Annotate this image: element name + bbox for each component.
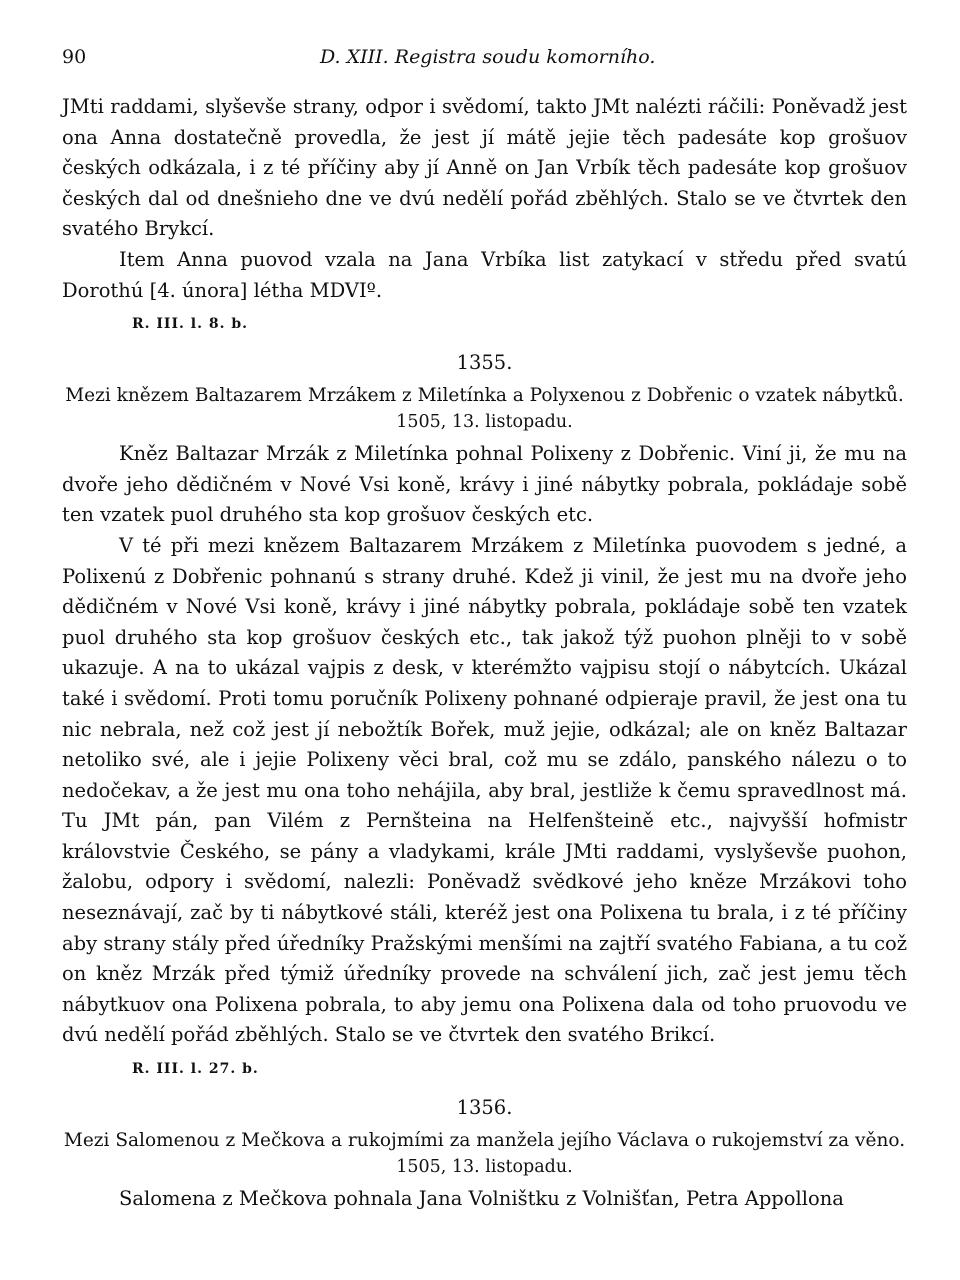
- source-reference: R. III. l. 8. b.: [132, 316, 248, 333]
- entry-summary: Mezi knězem Baltazarem Mrzákem z Miletínka a Polyxenou z Dobřenic o vzatek nábytků.: [65, 385, 904, 407]
- page-body: [62, 92, 907, 1215]
- paragraph: V té při mezi knězem Baltazarem Mrzákem z Miletínka puovodem s jedné, a Polixenú z Dobřenic pohnanú s strany druhé. Kdež ji vinil, že jest mu na dvoře jeho dědičném v Nové Vsi koně, krávy i jiné nábytky pobrala, pokládaje sobě ten vzatek puol druhého sta kop grošuov českých etc., tak jakož týž puohon plněji to v sobě ukazuje. A na to ukázal vajpis z desk, v kterémžto vajpisu stojí o nábytcích. Ukázal také i svědomí. Proti tomu poručník Polixeny pohnané odpieraje pravil, že jest ona tu nic nebrala, než což jest jí nebožtík Bořek, muž jejie, odkázal; ale on kněz Baltazar netoliko své, ale i jejie Polixeny věci bral, což mu se zdálo, panského nálezu o to nedočekav, a že jest mu ona toho nehájila, aby bral, jestliže k čemu spravedlnost má. Tu JMt pán, pan Vilém z Pernšteina na Helfenšteině etc., najvyšší hofmistr královstvie Českého, se pány a vladykami, krále JMti raddami, vyslyševše puohon, žalobu, odpory i svědomí, nalezli: Poněvadž svědkové jeho kněze Mrzákovi toho neseznávají, zač by ti nábytkové stáli, kteréž jest ona Polixena tu brala, i z té příčiny aby strany stály před úředníky Pražskými menšími na zajtří svatého Fabiana, a tu což on kněz Mrzák před týmiž úředníky provede na schválení jich, zač jest jemu těch nábytkuov ona Polixena pobrala, to aby jemu ona Polixena dala od toho pruovodu ve dvú nedělí pořád zběhlých. Stalo se ve čtvrtek den svatého Brikcí.: [62, 533, 907, 1047]
- entry-date: 1505, 13. listopadu.: [396, 412, 573, 433]
- paragraph: JMti raddami, slyševše strany, odpor i svědomí, takto JMt nalézti ráčili: Poněvadž jest ona Anna dostatečně provedla, že jest jí mátě jejie těch padesáte kop grošuov českých odkázala, i z té příčiny aby jí Anně on Jan Vrbík těch padesáte kop grošuov českých dal od dnešnieho dne ve dvú nedělí pořád zběhlých. Stalo se ve čtvrtek den svatého Brykcí.: [62, 95, 907, 241]
- page-header: [62, 46, 905, 76]
- page-number: 90: [62, 46, 87, 68]
- entry-date: 1505, 13. listopadu.: [396, 1157, 573, 1178]
- paragraph: Salomena z Mečkova pohnala Jana Volništku z Volnišťan, Petra Appollona: [119, 1187, 844, 1211]
- running-title: D. XIII. Registra soudu komorního.: [320, 46, 656, 68]
- source-reference: R. III. l. 27. b.: [132, 1061, 259, 1078]
- entry-summary: Mezi Salomenou z Mečkova a rukojmími za manžela jejího Václava o rukojemství za věno.: [63, 1130, 906, 1152]
- paragraph: Item Anna puovod vzala na Jana Vrbíka list zatykací v středu před svatú Dorothú [4. února] létha MDVIº.: [62, 247, 907, 302]
- paragraph: Kněz Baltazar Mrzák z Miletínka pohnal Polixeny z Dobřenic. Viní ji, že mu na dvoře jeho dědičném v Nové Vsi koně, krávy i jiné nábytky pobrala, pokládaje sobě ten vzatek puol druhého sta kop grošuov českých etc.: [62, 442, 907, 527]
- entry-number: 1356.: [456, 1096, 513, 1120]
- entry-number: 1355.: [456, 351, 513, 375]
